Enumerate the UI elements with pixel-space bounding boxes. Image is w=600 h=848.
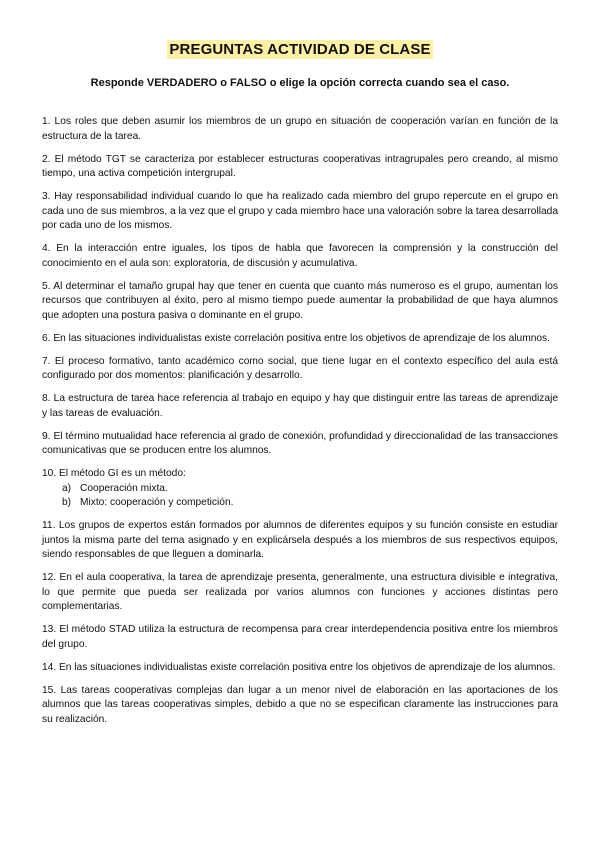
question-2: 2. El método TGT se caracteriza por establecer estructuras cooperativas intragrupales pero creando, al mismo tiempo, una activa competición intergrupal. — [42, 153, 558, 179]
page-title: PREGUNTAS ACTIVIDAD DE CLASE — [169, 41, 431, 58]
question-7: 7. El proceso formativo, tanto académico como social, que tiene lugar en el contexto específico del aula está configurado por dos momentos: planificación y desarrollo. — [42, 355, 558, 381]
question-10-options — [42, 482, 558, 511]
question-9: 9. El término mutualidad hace referencia al grado de conexión, profundidad y direccionalidad de las transacciones comunicativas que se producen entre los alumnos. — [42, 430, 558, 456]
question-13: 13. El método STAD utiliza la estructura de recompensa para crear interdependencia positiva entre los miembros del grupo. — [42, 624, 558, 650]
option-a-letter: a) — [62, 482, 72, 494]
question-5: 5. Al determinar el tamaño grupal hay que tener en cuenta que cuanto más numeroso es el grupo, aumentan los recursos que contribuyen al éxito, pero al mismo tiempo puede aumentar la probabilidad de que haya alumnos que adopten una postura pasiva o dominante en el grupo. — [42, 280, 558, 321]
question-list — [42, 115, 558, 736]
question-10 — [42, 467, 558, 511]
question-4: 4. En la interacción entre iguales, los tipos de habla que favorecen la comprensión y la construcción del conocimiento en el aula son: exploratoria, de discusión y acumulativa. — [42, 243, 558, 269]
question-1: 1. Los roles que deben asumir los miembros de un grupo en situación de cooperación varían en función de la estructura de la tarea. — [42, 116, 558, 142]
question-11: 11. Los grupos de expertos están formados por alumnos de diferentes equipos y su función consiste en estudiar juntos la misma parte del tema asignado y en explicársela después a los miembros de sus respectivos equipos, siendo responsables de que lleguen a dominarla. — [42, 520, 558, 560]
question-12: 12. En el aula cooperativa, la tarea de aprendizaje presenta, generalmente, una estructura divisible e integrativa, lo que permite que pueda ser realizada por varios alumnos con funciones y acciones distintas pero complementarias. — [42, 572, 558, 612]
question-10-stem: 10. El método GI es un método: — [42, 468, 186, 479]
option-b-letter: b) — [62, 497, 72, 508]
title-container — [0, 40, 600, 59]
option-a — [62, 482, 558, 497]
question-3: 3. Hay responsabilidad individual cuando lo que ha realizado cada miembro del grupo repercute en el grupo en cada uno de sus miembros, a la vez que el grupo y cada miembro hace una valoración sobre la tarea desarrollada por cada uno de los mismos. — [42, 191, 558, 231]
question-8: 8. La estructura de tarea hace referencia al trabajo en equipo y hay que distinguir entre las tareas de aprendizaje y las tareas de evaluación. — [42, 393, 558, 419]
instructions: Responde VERDADERO o FALSO o elige la opción correcta cuando sea el caso. — [90, 77, 510, 89]
option-b — [62, 496, 558, 511]
option-a-text: Cooperación mixta. — [80, 482, 168, 494]
question-6: 6. En las situaciones individualistas existe correlación positiva entre los objetivos de aprendizaje de los alumnos. — [42, 332, 550, 344]
question-14: 14. En las situaciones individualistas existe correlación positiva entre los objetivos de aprendizaje de los alumnos. — [42, 661, 556, 673]
question-15: 15. Las tareas cooperativas complejas dan lugar a un menor nivel de elaboración en las aportaciones de los alumnos que las tareas cooperativas simples, debido a que no se especifican claramente las instrucciones para su realización. — [42, 684, 558, 725]
option-b-text: Mixto: cooperación y competición. — [80, 497, 234, 508]
